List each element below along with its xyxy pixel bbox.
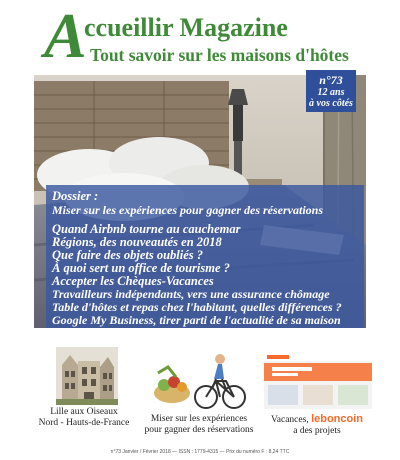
badge-years: 12 ans: [317, 87, 345, 98]
building-photo: [56, 347, 118, 405]
caption-line: Miser sur les expériences: [150, 414, 248, 424]
dossier-headline: Miser sur les expériences pour gagner des réservations: [52, 203, 324, 217]
cover-headline: À quoi sert un office de tourisme ?: [52, 261, 230, 275]
feature-caption-lille: [30, 407, 138, 429]
feature-caption-experiences: [138, 414, 260, 436]
feature-caption-leboncoin: [258, 414, 376, 437]
cover-headline: Accepter les Chèques-Vacances: [52, 274, 214, 288]
badge-tagline: à vos côtés: [309, 98, 353, 109]
cover-headline: Quand Airbnb tourne au cauchemar: [52, 222, 241, 236]
cyclist-illustration: [150, 349, 248, 411]
leboncoin-logo-text: leboncoin: [311, 413, 364, 425]
cover-headline: Travailleurs indépendants, vers une assurance chômage: [52, 287, 330, 301]
caption-line: pour gagner des réservations: [144, 425, 254, 435]
issue-number: n°73: [319, 73, 343, 87]
dossier-label: Dossier :: [52, 189, 99, 203]
leboncoin-screenshot: [264, 353, 372, 409]
masthead-initial: A: [44, 0, 87, 71]
caption-prefix: Vacances,: [270, 415, 309, 425]
cover-headline: Régions, des nouveautés en 2018: [52, 235, 222, 249]
issue-footer: n°73 Janvier / Février 2018 — ISSN : 1779-4315 — Prix du numéro F : 8,24 TTC: [110, 449, 290, 455]
cover-headline: Que faire des objets oubliés ?: [52, 248, 204, 262]
cover-headline: Table d'hôtes et repas chez l'habitant, quelles différences ?: [52, 300, 342, 314]
masthead-title: ccueillir Magazine: [84, 13, 288, 42]
masthead-subtitle: Tout savoir sur les maisons d'hôtes: [90, 45, 349, 65]
caption-line: Nord - Hauts-de-France: [38, 418, 130, 428]
caption-line: Lille aux Oiseaux: [50, 407, 118, 417]
caption-line: a des projets: [293, 426, 341, 436]
issue-badge: [306, 70, 356, 112]
cover-headline: Google My Business, tirer parti de l'actualité de sa maison: [52, 313, 341, 327]
caption-line: [258, 414, 376, 426]
